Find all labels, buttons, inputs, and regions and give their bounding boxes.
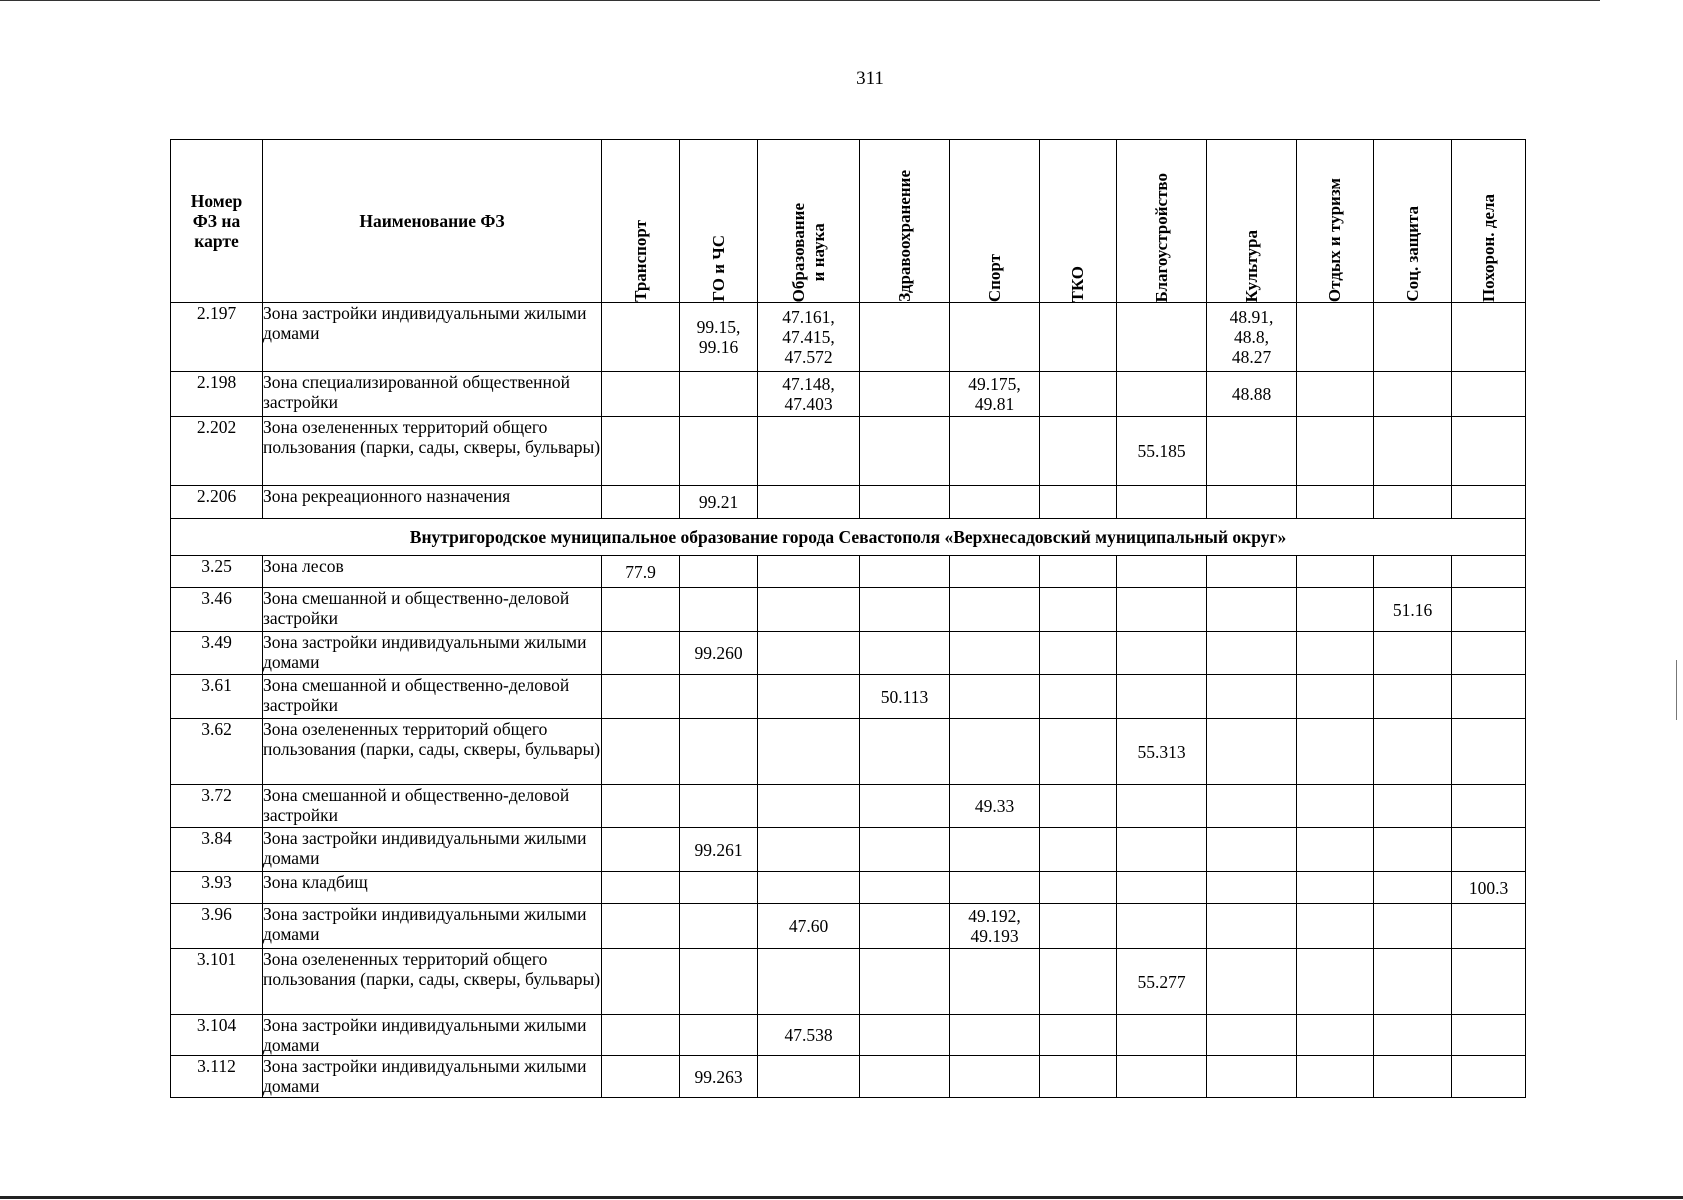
- cell-go: 99.261: [680, 828, 758, 872]
- zone-name: Зона смешанной и общественно-деловой застройки: [263, 675, 602, 719]
- cell-tko: [1040, 372, 1117, 417]
- cell-sport: [950, 828, 1040, 872]
- zone-name: Зона кладбищ: [263, 872, 602, 904]
- cell-rest: [1297, 417, 1374, 486]
- zone-name: Зона рекреационного назначения: [263, 486, 602, 519]
- cell-tko: [1040, 632, 1117, 675]
- cell-transport: [602, 785, 680, 828]
- cell-edu: 47.538: [758, 1015, 860, 1056]
- cell-funeral: [1452, 1015, 1526, 1056]
- cell-edu: [758, 588, 860, 632]
- cell-transport: [602, 872, 680, 904]
- header-name: Наименование ФЗ: [263, 140, 602, 303]
- zone-number: 2.198: [171, 372, 263, 417]
- cell-health: 50.113: [860, 675, 950, 719]
- header-culture: Культура: [1207, 140, 1297, 303]
- cell-culture: [1207, 675, 1297, 719]
- cell-tko: [1040, 486, 1117, 519]
- cell-funeral: [1452, 588, 1526, 632]
- cell-soc: [1374, 632, 1452, 675]
- cell-sport: [950, 417, 1040, 486]
- page-number: 311: [856, 68, 884, 89]
- zone-number: 3.112: [171, 1056, 263, 1098]
- zone-name: Зона застройки индивидуальными жилыми домами: [263, 828, 602, 872]
- cell-transport: [602, 949, 680, 1015]
- cell-go: [680, 588, 758, 632]
- cell-health: [860, 904, 950, 949]
- zone-number: 3.72: [171, 785, 263, 828]
- cell-edu: 47.148, 47.403: [758, 372, 860, 417]
- zone-name: Зона специализированной общественной застройки: [263, 372, 602, 417]
- cell-rest: [1297, 303, 1374, 372]
- table-row: [171, 828, 1526, 872]
- table-row: [171, 1015, 1526, 1056]
- cell-rest: [1297, 632, 1374, 675]
- cell-blago: [1117, 486, 1207, 519]
- zone-number: 2.197: [171, 303, 263, 372]
- cell-culture: [1207, 486, 1297, 519]
- cell-sport: [950, 675, 1040, 719]
- cell-soc: [1374, 1015, 1452, 1056]
- cell-sport: [950, 1015, 1040, 1056]
- cell-transport: [602, 486, 680, 519]
- cell-blago: [1117, 675, 1207, 719]
- zone-number: 2.202: [171, 417, 263, 486]
- zone-number: 3.46: [171, 588, 263, 632]
- cell-health: [860, 785, 950, 828]
- cell-culture: [1207, 949, 1297, 1015]
- cell-culture: [1207, 1015, 1297, 1056]
- cell-go: [680, 417, 758, 486]
- cell-rest: [1297, 904, 1374, 949]
- cell-culture: [1207, 719, 1297, 785]
- cell-funeral: [1452, 949, 1526, 1015]
- cell-health: [860, 828, 950, 872]
- cell-transport: [602, 632, 680, 675]
- cell-sport: [950, 719, 1040, 785]
- cell-rest: [1297, 1015, 1374, 1056]
- zone-number: 3.49: [171, 632, 263, 675]
- table-row: [171, 872, 1526, 904]
- cell-sport: [950, 588, 1040, 632]
- cell-go: [680, 904, 758, 949]
- cell-soc: [1374, 372, 1452, 417]
- cell-funeral: [1452, 372, 1526, 417]
- zone-name: Зона лесов: [263, 556, 602, 588]
- cell-culture: [1207, 588, 1297, 632]
- cell-transport: [602, 372, 680, 417]
- cell-go: 99.260: [680, 632, 758, 675]
- cell-sport: [950, 556, 1040, 588]
- cell-culture: [1207, 785, 1297, 828]
- cell-transport: [602, 1056, 680, 1098]
- cell-rest: [1297, 556, 1374, 588]
- cell-transport: [602, 675, 680, 719]
- cell-rest: [1297, 1056, 1374, 1098]
- cell-blago: [1117, 904, 1207, 949]
- cell-soc: [1374, 417, 1452, 486]
- zone-number: 3.61: [171, 675, 263, 719]
- zone-number: 2.206: [171, 486, 263, 519]
- header-funeral: Похорон. дела: [1452, 140, 1526, 303]
- cell-culture: [1207, 556, 1297, 588]
- cell-blago: 55.313: [1117, 719, 1207, 785]
- zone-name: Зона застройки индивидуальными жилыми домами: [263, 1015, 602, 1056]
- cell-soc: [1374, 785, 1452, 828]
- cell-edu: 47.161, 47.415, 47.572: [758, 303, 860, 372]
- cell-culture: [1207, 828, 1297, 872]
- cell-tko: [1040, 719, 1117, 785]
- table-row: [171, 719, 1526, 785]
- cell-rest: [1297, 486, 1374, 519]
- cell-soc: [1374, 556, 1452, 588]
- header-row: [171, 140, 1526, 303]
- cell-go: [680, 949, 758, 1015]
- zone-name: Зона смешанной и общественно-деловой застройки: [263, 785, 602, 828]
- cell-soc: [1374, 719, 1452, 785]
- cell-tko: [1040, 872, 1117, 904]
- cell-tko: [1040, 675, 1117, 719]
- table-row: [171, 588, 1526, 632]
- cell-funeral: [1452, 828, 1526, 872]
- cell-transport: [602, 719, 680, 785]
- cell-sport: [950, 632, 1040, 675]
- section-row: [171, 519, 1526, 556]
- header-go: ГО и ЧС: [680, 140, 758, 303]
- cell-edu: [758, 417, 860, 486]
- cell-culture: 48.88: [1207, 372, 1297, 417]
- cell-tko: [1040, 303, 1117, 372]
- cell-culture: [1207, 904, 1297, 949]
- cell-soc: [1374, 1056, 1452, 1098]
- header-num: Номер ФЗ на карте: [171, 140, 263, 303]
- zone-name: Зона озелененных территорий общего пользования (парки, сады, скверы, бульвары): [263, 719, 602, 785]
- cell-sport: [950, 949, 1040, 1015]
- zone-name: Зона застройки индивидуальными жилыми домами: [263, 1056, 602, 1098]
- cell-soc: 51.16: [1374, 588, 1452, 632]
- cell-tko: [1040, 417, 1117, 486]
- cell-culture: [1207, 632, 1297, 675]
- zone-name: Зона застройки индивидуальными жилыми домами: [263, 632, 602, 675]
- cell-health: [860, 486, 950, 519]
- cell-health: [860, 556, 950, 588]
- cell-sport: 49.192, 49.193: [950, 904, 1040, 949]
- cell-transport: [602, 1015, 680, 1056]
- cell-soc: [1374, 904, 1452, 949]
- cell-sport: 49.175, 49.81: [950, 372, 1040, 417]
- scan-edge-top: [0, 0, 1600, 1]
- cell-funeral: [1452, 303, 1526, 372]
- zone-name: Зона застройки индивидуальными жилыми домами: [263, 904, 602, 949]
- cell-edu: [758, 632, 860, 675]
- cell-rest: [1297, 372, 1374, 417]
- cell-go: [680, 785, 758, 828]
- header-health: Здравоохранение: [860, 140, 950, 303]
- scan-edge-mark: [1676, 660, 1677, 720]
- zone-number: 3.93: [171, 872, 263, 904]
- cell-rest: [1297, 872, 1374, 904]
- cell-culture: 48.91, 48.8, 48.27: [1207, 303, 1297, 372]
- cell-tko: [1040, 828, 1117, 872]
- scan-edge-bottom: [0, 1196, 1683, 1199]
- cell-tko: [1040, 1015, 1117, 1056]
- cell-blago: [1117, 372, 1207, 417]
- zone-name: Зона озелененных территорий общего пользования (парки, сады, скверы, бульвары): [263, 949, 602, 1015]
- zones-table: [170, 139, 1526, 1098]
- cell-rest: [1297, 675, 1374, 719]
- cell-blago: [1117, 303, 1207, 372]
- cell-funeral: 100.3: [1452, 872, 1526, 904]
- cell-funeral: [1452, 486, 1526, 519]
- cell-go: [680, 1015, 758, 1056]
- cell-rest: [1297, 588, 1374, 632]
- cell-health: [860, 588, 950, 632]
- cell-blago: [1117, 1015, 1207, 1056]
- cell-edu: [758, 828, 860, 872]
- cell-go: [680, 872, 758, 904]
- zone-number: 3.84: [171, 828, 263, 872]
- header-soc: Соц. защита: [1374, 140, 1452, 303]
- cell-soc: [1374, 303, 1452, 372]
- cell-sport: [950, 486, 1040, 519]
- cell-health: [860, 719, 950, 785]
- cell-rest: [1297, 828, 1374, 872]
- cell-health: [860, 949, 950, 1015]
- cell-health: [860, 1015, 950, 1056]
- cell-transport: [602, 417, 680, 486]
- cell-funeral: [1452, 417, 1526, 486]
- header-tko: ТКО: [1040, 140, 1117, 303]
- cell-edu: [758, 872, 860, 904]
- cell-funeral: [1452, 785, 1526, 828]
- cell-blago: 55.185: [1117, 417, 1207, 486]
- cell-culture: [1207, 1056, 1297, 1098]
- table-row: [171, 1056, 1526, 1098]
- cell-go: [680, 675, 758, 719]
- header-rest: Отдых и туризм: [1297, 140, 1374, 303]
- cell-blago: 55.277: [1117, 949, 1207, 1015]
- cell-funeral: [1452, 556, 1526, 588]
- cell-go: 99.21: [680, 486, 758, 519]
- table-row: [171, 486, 1526, 519]
- cell-blago: [1117, 785, 1207, 828]
- cell-health: [860, 303, 950, 372]
- cell-funeral: [1452, 632, 1526, 675]
- cell-funeral: [1452, 904, 1526, 949]
- cell-blago: [1117, 632, 1207, 675]
- cell-edu: [758, 675, 860, 719]
- cell-transport: 77.9: [602, 556, 680, 588]
- cell-funeral: [1452, 719, 1526, 785]
- table-row: [171, 785, 1526, 828]
- cell-rest: [1297, 719, 1374, 785]
- zone-number: 3.62: [171, 719, 263, 785]
- cell-sport: [950, 303, 1040, 372]
- table-row: [171, 949, 1526, 1015]
- cell-tko: [1040, 904, 1117, 949]
- cell-health: [860, 1056, 950, 1098]
- zone-number: 3.104: [171, 1015, 263, 1056]
- cell-funeral: [1452, 675, 1526, 719]
- cell-go: 99.263: [680, 1056, 758, 1098]
- cell-edu: [758, 1056, 860, 1098]
- zone-number: 3.96: [171, 904, 263, 949]
- cell-funeral: [1452, 1056, 1526, 1098]
- cell-blago: [1117, 872, 1207, 904]
- cell-transport: [602, 303, 680, 372]
- cell-edu: 47.60: [758, 904, 860, 949]
- zone-name: Зона застройки индивидуальными жилыми домами: [263, 303, 602, 372]
- cell-edu: [758, 949, 860, 1015]
- cell-go: 99.15, 99.16: [680, 303, 758, 372]
- cell-go: [680, 719, 758, 785]
- cell-blago: [1117, 588, 1207, 632]
- cell-sport: [950, 872, 1040, 904]
- cell-soc: [1374, 828, 1452, 872]
- cell-health: [860, 372, 950, 417]
- cell-health: [860, 872, 950, 904]
- cell-rest: [1297, 785, 1374, 828]
- cell-health: [860, 417, 950, 486]
- cell-transport: [602, 828, 680, 872]
- cell-tko: [1040, 785, 1117, 828]
- header-edu: Образование и наука: [758, 140, 860, 303]
- table-row: [171, 632, 1526, 675]
- cell-blago: [1117, 556, 1207, 588]
- cell-blago: [1117, 828, 1207, 872]
- cell-rest: [1297, 949, 1374, 1015]
- table-row: [171, 372, 1526, 417]
- cell-soc: [1374, 872, 1452, 904]
- cell-edu: [758, 719, 860, 785]
- cell-health: [860, 632, 950, 675]
- header-blago: Благоустройство: [1117, 140, 1207, 303]
- table-row: [171, 556, 1526, 588]
- table-row: [171, 675, 1526, 719]
- header-sport: Спорт: [950, 140, 1040, 303]
- zone-name: Зона смешанной и общественно-деловой застройки: [263, 588, 602, 632]
- cell-edu: [758, 785, 860, 828]
- table-row: [171, 417, 1526, 486]
- cell-edu: [758, 486, 860, 519]
- cell-tko: [1040, 556, 1117, 588]
- zone-number: 3.101: [171, 949, 263, 1015]
- section-title: Внутригородское муниципальное образование города Севастополя «Верхнесадовский муниципальный округ»: [171, 519, 1526, 556]
- cell-go: [680, 372, 758, 417]
- cell-sport: 49.33: [950, 785, 1040, 828]
- cell-go: [680, 556, 758, 588]
- table-row: [171, 303, 1526, 372]
- cell-tko: [1040, 588, 1117, 632]
- cell-soc: [1374, 675, 1452, 719]
- table-row: [171, 904, 1526, 949]
- cell-culture: [1207, 872, 1297, 904]
- cell-sport: [950, 1056, 1040, 1098]
- cell-soc: [1374, 486, 1452, 519]
- cell-soc: [1374, 949, 1452, 1015]
- cell-culture: [1207, 417, 1297, 486]
- cell-transport: [602, 904, 680, 949]
- cell-blago: [1117, 1056, 1207, 1098]
- cell-transport: [602, 588, 680, 632]
- cell-edu: [758, 556, 860, 588]
- zone-name: Зона озелененных территорий общего пользования (парки, сады, скверы, бульвары): [263, 417, 602, 486]
- header-transport: Транспорт: [602, 140, 680, 303]
- cell-tko: [1040, 949, 1117, 1015]
- zone-number: 3.25: [171, 556, 263, 588]
- cell-tko: [1040, 1056, 1117, 1098]
